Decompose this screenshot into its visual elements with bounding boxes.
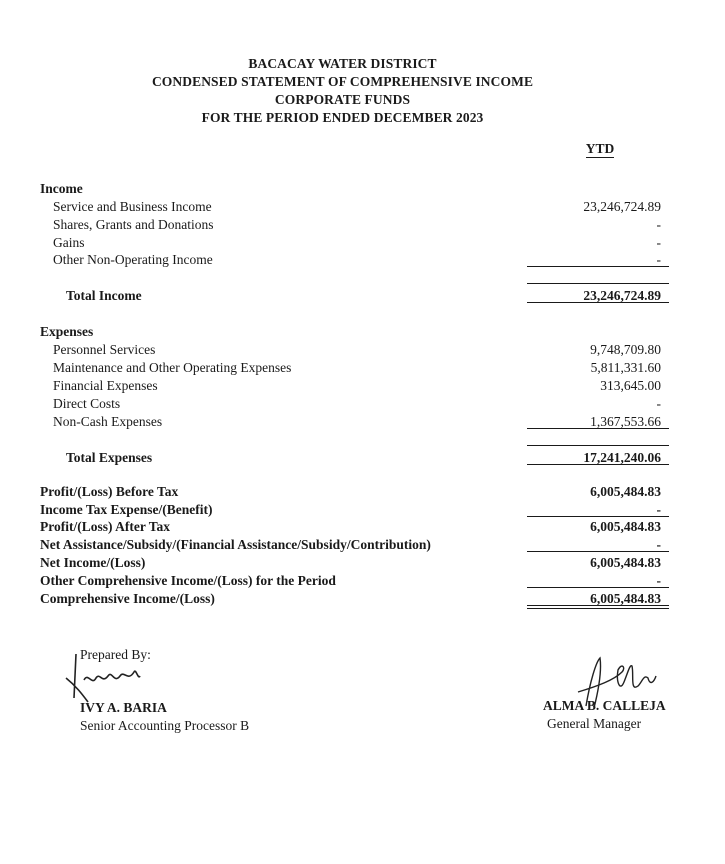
income-row: Shares, Grants and Donations - (53, 217, 661, 232)
summary-row: Other Comprehensive Income/(Loss) for the Period - (40, 573, 661, 588)
comprehensive-income-row: Comprehensive Income/(Loss) 6,005,484.83 (40, 591, 661, 606)
underline-rule (527, 266, 669, 267)
underline-rule (527, 428, 669, 429)
total-income-row: Total Income 23,246,724.89 (66, 288, 661, 303)
statement-title: CONDENSED STATEMENT OF COMPREHENSIVE INCOME (151, 74, 534, 89)
underline-rule (527, 516, 669, 517)
income-row: Other Non-Operating Income - (53, 252, 661, 267)
summary-row: Net Assistance/Subsidy/(Financial Assistance/Subsidy/Contribution) - (40, 537, 661, 552)
organization-name: BACACAY WATER DISTRICT (248, 56, 437, 71)
expenses-heading: Expenses (40, 324, 94, 339)
statement-header (0, 55, 685, 127)
expense-row: Maintenance and Other Operating Expenses 5,811,331.60 (53, 360, 661, 375)
income-row: Gains - (53, 235, 661, 250)
approver-name: ALMA B. CALLEJA (543, 698, 666, 713)
fund-type: CORPORATE FUNDS (274, 92, 411, 107)
expense-row: Personnel Services 9,748,709.80 (53, 342, 661, 357)
ytd-column-header: YTD (585, 141, 615, 156)
double-underline-rule (527, 605, 669, 606)
underline-rule (527, 445, 669, 446)
expense-row: Financial Expenses 313,645.00 (53, 378, 661, 393)
preparer-name: IVY A. BARIA (80, 700, 167, 715)
preparer-title: Senior Accounting Processor B (80, 718, 250, 733)
summary-row: Profit/(Loss) After Tax 6,005,484.83 (40, 519, 661, 534)
underline-rule (527, 283, 669, 284)
income-row: Service and Business Income 23,246,724.89 (53, 199, 661, 214)
summary-row: Net Income/(Loss) 6,005,484.83 (40, 555, 661, 570)
underline-rule (527, 551, 669, 552)
expense-row: Direct Costs - (53, 396, 661, 411)
underline-rule (527, 464, 669, 465)
prepared-by-label: Prepared By: (80, 647, 151, 662)
underline-rule (527, 302, 669, 303)
summary-row: Income Tax Expense/(Benefit) - (40, 502, 661, 517)
approver-title: General Manager (547, 716, 642, 731)
double-underline-rule (527, 608, 669, 609)
total-expenses-row: Total Expenses 17,241,240.06 (66, 450, 661, 465)
period-line: FOR THE PERIOD ENDED DECEMBER 2023 (201, 110, 484, 125)
underline-rule (527, 587, 669, 588)
expense-row: Non-Cash Expenses 1,367,553.66 (53, 414, 661, 429)
summary-row: Profit/(Loss) Before Tax 6,005,484.83 (40, 484, 661, 499)
income-heading: Income (40, 181, 83, 196)
